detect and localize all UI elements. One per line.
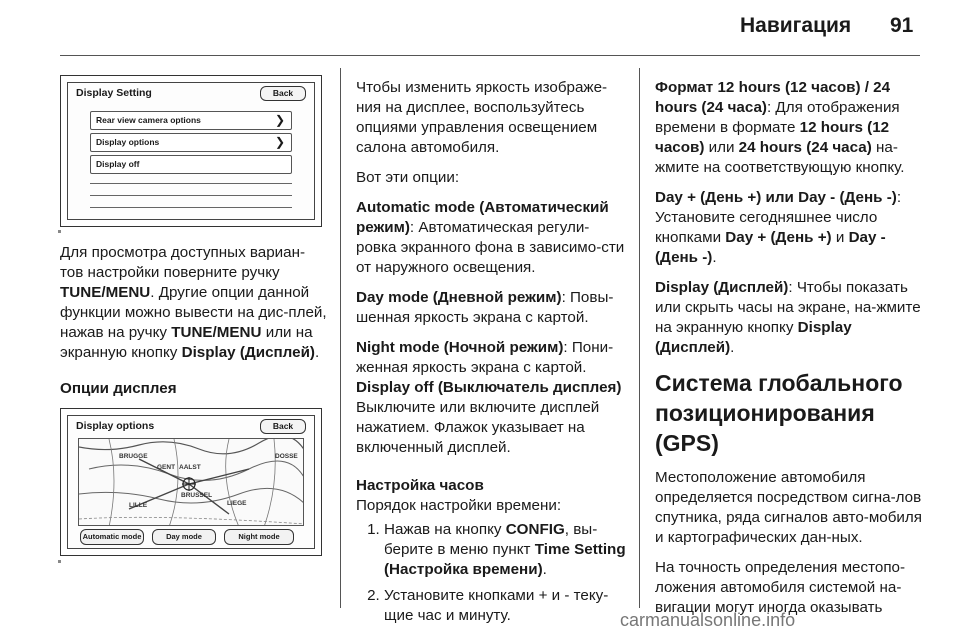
day-option: Day + (День +) или Day - (День -): Установите сегодняшнее число кнопками Day + (День +) и Day - (День -). [655,189,902,266]
display-options-screenshot [60,408,322,556]
map-graphic [79,439,304,526]
image-marker [58,560,61,563]
column-2 [356,78,628,636]
option-day: Day mode (Дневной режим): Повы-шенная яркость экрана с картой. [356,289,614,326]
column-divider-1 [340,68,341,608]
map-label: LILLE [129,502,148,509]
map-label: AALST [179,464,201,471]
section-heading: Настройка часов [356,477,484,494]
paragraph: На точность определения местопо-ложения автомобиля системой на-вигации могут иногда оказывать [655,559,906,616]
column-3 [655,78,927,628]
header-divider [60,55,920,56]
option-night: Night mode (Ночной режим): Пони-женная яркость экрана с картой. [356,339,614,376]
menu-row-label: Rear view camera options [96,115,201,125]
chevron-right-icon: ❯ [274,135,285,149]
paragraph: Порядок настройки времени: [356,497,562,514]
screen-frame [67,82,315,220]
column-1 [60,243,328,409]
option-display-off-text: Выключите или включите дисплей нажатием. Флажок указывает на включенный дисплей. [356,399,600,456]
empty-row-line [90,195,292,196]
menu-row-display-options [90,133,292,152]
display-option: Display (Дисплей): Чтобы показать или скрыть часы на экране, на-жмите на экранную кнопку Display (Дисплей). [655,279,921,356]
map-label: DOSSE [275,453,298,460]
menu-row-label: Display off [96,159,140,169]
menu-row-label: Display options [96,137,160,147]
format-option: Формат 12 hours (12 часов) / 24 hours (24 часа): Для отображения времени в формате 12 hours (12 часов) или 24 hours (24 часа) на-жмите на соответствующую кнопку. [655,79,905,176]
screen-title: Display options [76,420,155,432]
section-heading: Опции дисплея [60,380,177,397]
map-label: GENT [157,464,176,471]
chevron-right-icon: ❯ [274,113,285,127]
empty-row-line [90,183,292,184]
screen-frame [67,415,315,549]
paragraph: Местоположение автомобиля определяется посредством сигна-лов спутника, ряда сигналов авто-мобиля и картографических дан-ных. [655,469,922,546]
paragraph: Чтобы изменить яркость изображе-ния на дисплее, воспользуйтесь опциями управления освещением салона автомобиля. [356,79,608,156]
paragraph: Для просмотра доступных вариан-тов настройки поверните ручку TUNE/MENU. Другие опции данной функции можно вывести на дис-плей, нажав на ручку TUNE/MENU или на экранную кнопку Display (Дисплей). [60,244,327,361]
night-mode-button: Night mode [224,529,294,545]
watermark: carmanualsonline.info [620,610,796,630]
steps-list [356,520,628,626]
option-display-off-title: Display off (Выключатель дисплея) [356,379,622,396]
list-item: 2. Установите кнопками + и - теку-щие час и минуту. [384,586,628,626]
day-mode-button: Day mode [152,529,216,545]
screen-title: Display Setting [76,87,152,99]
map-view [78,438,304,526]
page-number: 91 [890,14,914,37]
column-divider-2 [639,68,640,608]
menu-row-rear-camera [90,111,292,130]
image-marker [58,230,61,233]
paragraph: Вот эти опции: [356,169,460,186]
section-heading-gps: Система глобального позиционирования (GPS) [655,370,903,456]
back-button: Back [260,419,306,434]
display-setting-screenshot [60,75,322,227]
page-title: Навигация [740,14,852,37]
back-button: Back [260,86,306,101]
option-automatic: Automatic mode (Автоматический режим): Автоматическая регули-ровка экранного фона в зависимо-сти от наружного освещения. [356,199,625,276]
map-label: BRUSSEL [181,492,213,499]
map-label: LIEGE [227,500,247,507]
list-item: 1. Нажав на кнопку CONFIG, вы-берите в меню пункт Time Setting (Настройка времени). [384,520,628,580]
menu-row-display-off [90,155,292,174]
automatic-mode-button: Automatic mode [80,529,144,545]
empty-row-line [90,207,292,208]
map-label: BRUGGE [119,453,148,460]
